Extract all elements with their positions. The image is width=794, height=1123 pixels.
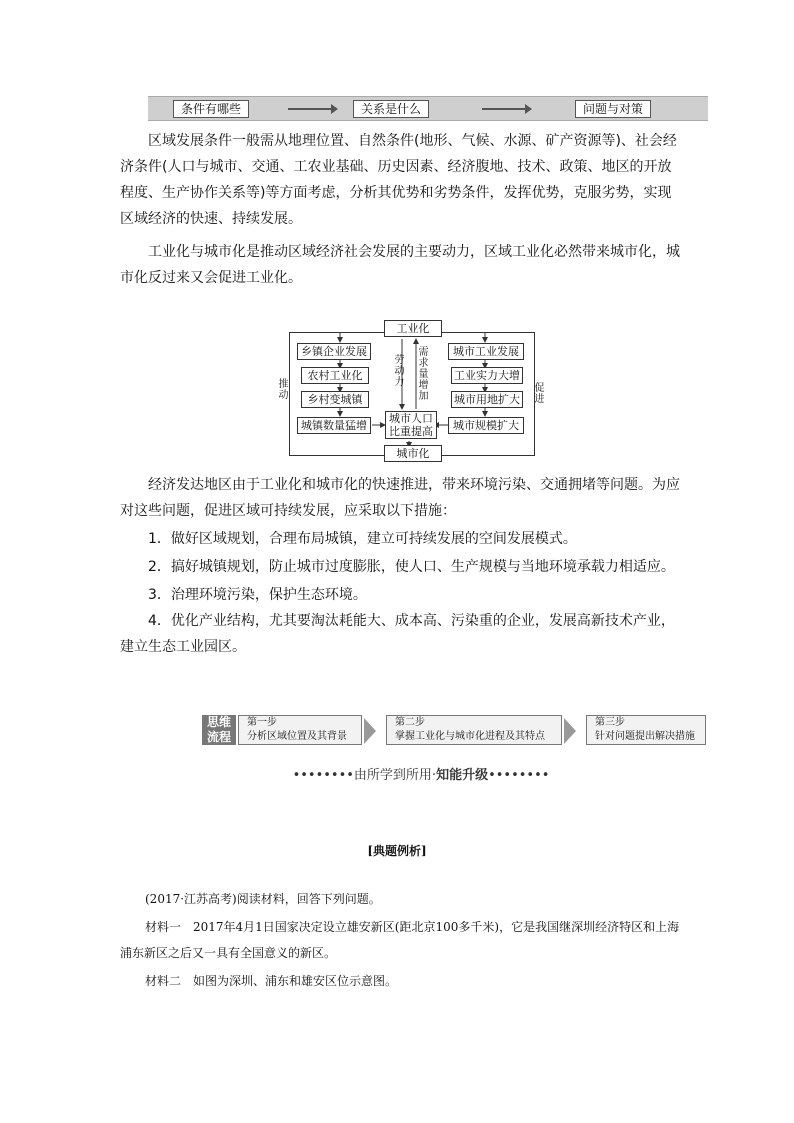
question-flow-bar [148, 96, 708, 121]
material-1: 材料一 2017年4月1日国家决定设立雄安新区(距北京100多千米)，它是我国继深圳经济特区和上海浦东新区之后又一具有全国意义的新区。 [120, 920, 680, 960]
flow-step-2 [386, 715, 562, 745]
paragraph-industrialization: 工业化与城市化是推动区域经济社会发展的主要动力，区域工业化必然带来城市化，城市化反过来又会促进工业化。 [120, 244, 680, 286]
paragraph-problems: 经济发达地区由于工业化和城市化的快速推进，带来环境污染、交通拥堵等问题。为应对这些问题，促进区域可持续发展，应采取以下措施： [120, 477, 680, 519]
measure-3: 3．治理环境污染，保护生态环境。 [148, 587, 367, 603]
thinking-flow-label: 思维 流程 [202, 715, 236, 745]
left-node: 城镇数量猛增 [297, 417, 371, 434]
measure-2: 2．搞好城镇规划，防止城市过度膨胀，使人口、生产规模与当地环境承载力相适应。 [148, 559, 675, 575]
relation-box: 关系是什么 [353, 100, 429, 118]
step-text: 针对问题提出解决措施 [595, 731, 695, 742]
right-node: 城市工业发展 [448, 343, 524, 360]
promote-label: 促进 [534, 383, 545, 405]
step-text: 掌握工业化与城市化进程及其特点 [395, 731, 545, 742]
countermeasure-box: 问题与对策 [575, 100, 651, 118]
arrow-icon [482, 108, 526, 110]
measure-1: 1．做好区域规划，合理布局城镇，建立可持续发展的空间发展模式。 [148, 531, 577, 547]
section-title: [典题例析] [367, 844, 427, 858]
push-label: 推动 [278, 379, 289, 401]
industrialization-urbanization-diagram [278, 322, 545, 460]
flow-step-1 [238, 715, 362, 745]
left-node: 农村工业化 [301, 367, 369, 384]
industrialization-node: 工业化 [384, 320, 442, 337]
left-node: 乡村变城镇 [301, 391, 369, 408]
step-head: 第一步 [247, 717, 277, 728]
step-text: 分析区域位置及其背景 [247, 731, 347, 742]
example-intro: (2017·江苏高考)阅读材料，回答下列问题。 [145, 892, 381, 906]
arrow-icon [288, 108, 332, 110]
urbanization-node: 城市化 [384, 445, 442, 462]
right-node: 工业实力大增 [451, 367, 523, 384]
measure-4: 4．优化产业结构，尤其要淘汰耗能大、成本高、污染重的企业，发展高新技术产业，建立生态工业园区。 [120, 613, 675, 655]
conditions-box: 条件有哪些 [173, 100, 249, 118]
paragraph-conditions: 区域发展条件一般需从地理位置、自然条件(地形、气候、水源、矿产资源等)、社会经济条件(人口与城市、交通、工农业基础、历史因素、经济腹地、技术、政策、地区的开放程度、生产协作关系等)等方面考虑，分析其优势和劣势条件，发挥优势，克服劣势，实现区域经济的快速、持续发展。 [120, 133, 677, 227]
knowledge-upgrade-banner [286, 764, 556, 783]
right-node: 城市用地扩大 [451, 391, 523, 408]
flow-step-3 [586, 715, 706, 745]
step-head: 第二步 [395, 717, 425, 728]
upgrade-suffix: •••••••• [488, 768, 550, 783]
demand-label: 需求量增加 [418, 347, 429, 402]
arrow-icon [364, 718, 376, 744]
right-node: 城市规模扩大 [448, 417, 524, 434]
left-node: 乡镇企业发展 [297, 343, 371, 360]
step-head: 第三步 [595, 717, 625, 728]
upgrade-title: 知能升级 [436, 768, 489, 783]
urban-population-node: 城市人口 比重提高 [385, 411, 437, 439]
upgrade-prefix: ••••••••由所学到所用· [292, 768, 437, 783]
arrow-icon [564, 718, 576, 744]
labor-label: 劳动力 [394, 355, 405, 388]
material-2: 材料二 如图为深圳、浦东和雄安区位示意图。 [145, 974, 398, 988]
